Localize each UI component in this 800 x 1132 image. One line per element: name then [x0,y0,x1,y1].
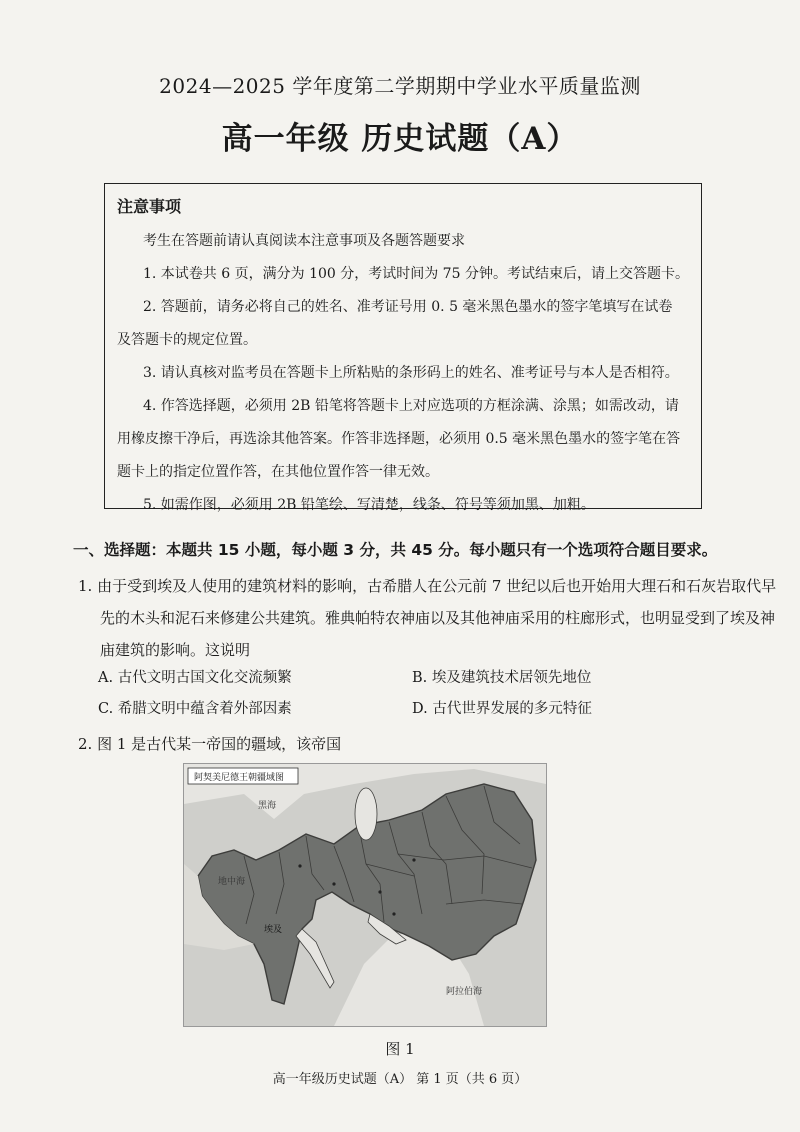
notice-item-2-cont: 及答题卡的规定位置。 [117,332,257,348]
exam-title: 高一年级 历史试题（A） [221,121,579,157]
notice-item-4: 4. 作答选择题，必须用 2B 铅笔将答题卡上对应选项的方框涂满、涂黑；如需改动，请 [143,398,679,414]
figure-caption: 图 1 [385,1040,415,1058]
notice-intro: 考生在答题前请认真阅读本注意事项及各题答题要求 [143,233,465,249]
page-footer: 高一年级历史试题（A） 第 1 页（共 6 页） [272,1072,528,1087]
label-black-sea: 黑海 [258,801,277,811]
question-1-line: 先的木头和泥石来修建公共建筑。雅典帕特农神庙以及其他神庙采用的柱廊形式，也明显受到了埃及神 [100,609,776,627]
exam-header: 2024—2025 学年度第二学期期中学业水平质量监测 [159,74,641,98]
label-arabian-sea: 阿拉伯海 [446,987,483,997]
empire-map-svg [184,764,546,1026]
question-1-line: 1. 由于受到埃及人使用的建筑材料的影响，古希腊人在公元前 7 世纪以后也开始用大理石和石灰岩取代早 [78,577,777,595]
section-heading: 一、选择题：本题共 15 小题，每小题 3 分，共 45 分。每小题只有一个选项符合题目要求。 [73,541,718,559]
notice-item-3: 3. 请认真核对监考员在答题卡上所粘贴的条形码上的姓名、准考证号与本人是否相符。 [143,365,679,381]
notice-title: 注意事项 [117,197,182,216]
notice-item-5: 5. 如需作图，必须用 2B 铅笔绘、写清楚，线条、符号等须加黑、加粗。 [143,497,595,513]
question-2-stem: 2. 图 1 是古代某一帝国的疆域，该帝国 [78,735,342,753]
question-1-stem [78,570,777,666]
notice-item-2: 2. 答题前，请务必将自己的姓名、准考证号用 0. 5 毫米黑色墨水的签字笔填写在试卷 [143,299,673,315]
question-1-option-d: D. 古代世界发展的多元特征 [412,701,592,717]
question-1-option-c: C. 希腊文明中蕴含着外部因素 [98,701,292,717]
map-title: 阿契美尼德王朝疆域图 [194,773,285,783]
question-1-line: 庙建筑的影响。这说明 [100,641,251,659]
notice-item-4-cont2: 题卡上的指定位置作答，在其他位置作答一律无效。 [117,464,439,480]
label-egypt: 埃及 [264,925,283,935]
label-mediterranean: 地中海 [218,877,246,887]
notice-item-1: 1. 本试卷共 6 页，满分为 100 分，考试时间为 75 分钟。考试结束后，请上交答题卡。 [143,266,689,282]
question-1-option-a: A. 古代文明古国文化交流频繁 [98,670,292,686]
empire-map [183,763,547,1027]
question-1-option-b: B. 埃及建筑技术居领先地位 [412,670,592,686]
notice-box [104,183,702,513]
caspian-sea [355,788,377,840]
notice-item-4-cont: 用橡皮擦干净后，再选涂其他答案。作答非选择题，必须用 0.5 毫米黑色墨水的签字笔在答 [117,431,681,447]
